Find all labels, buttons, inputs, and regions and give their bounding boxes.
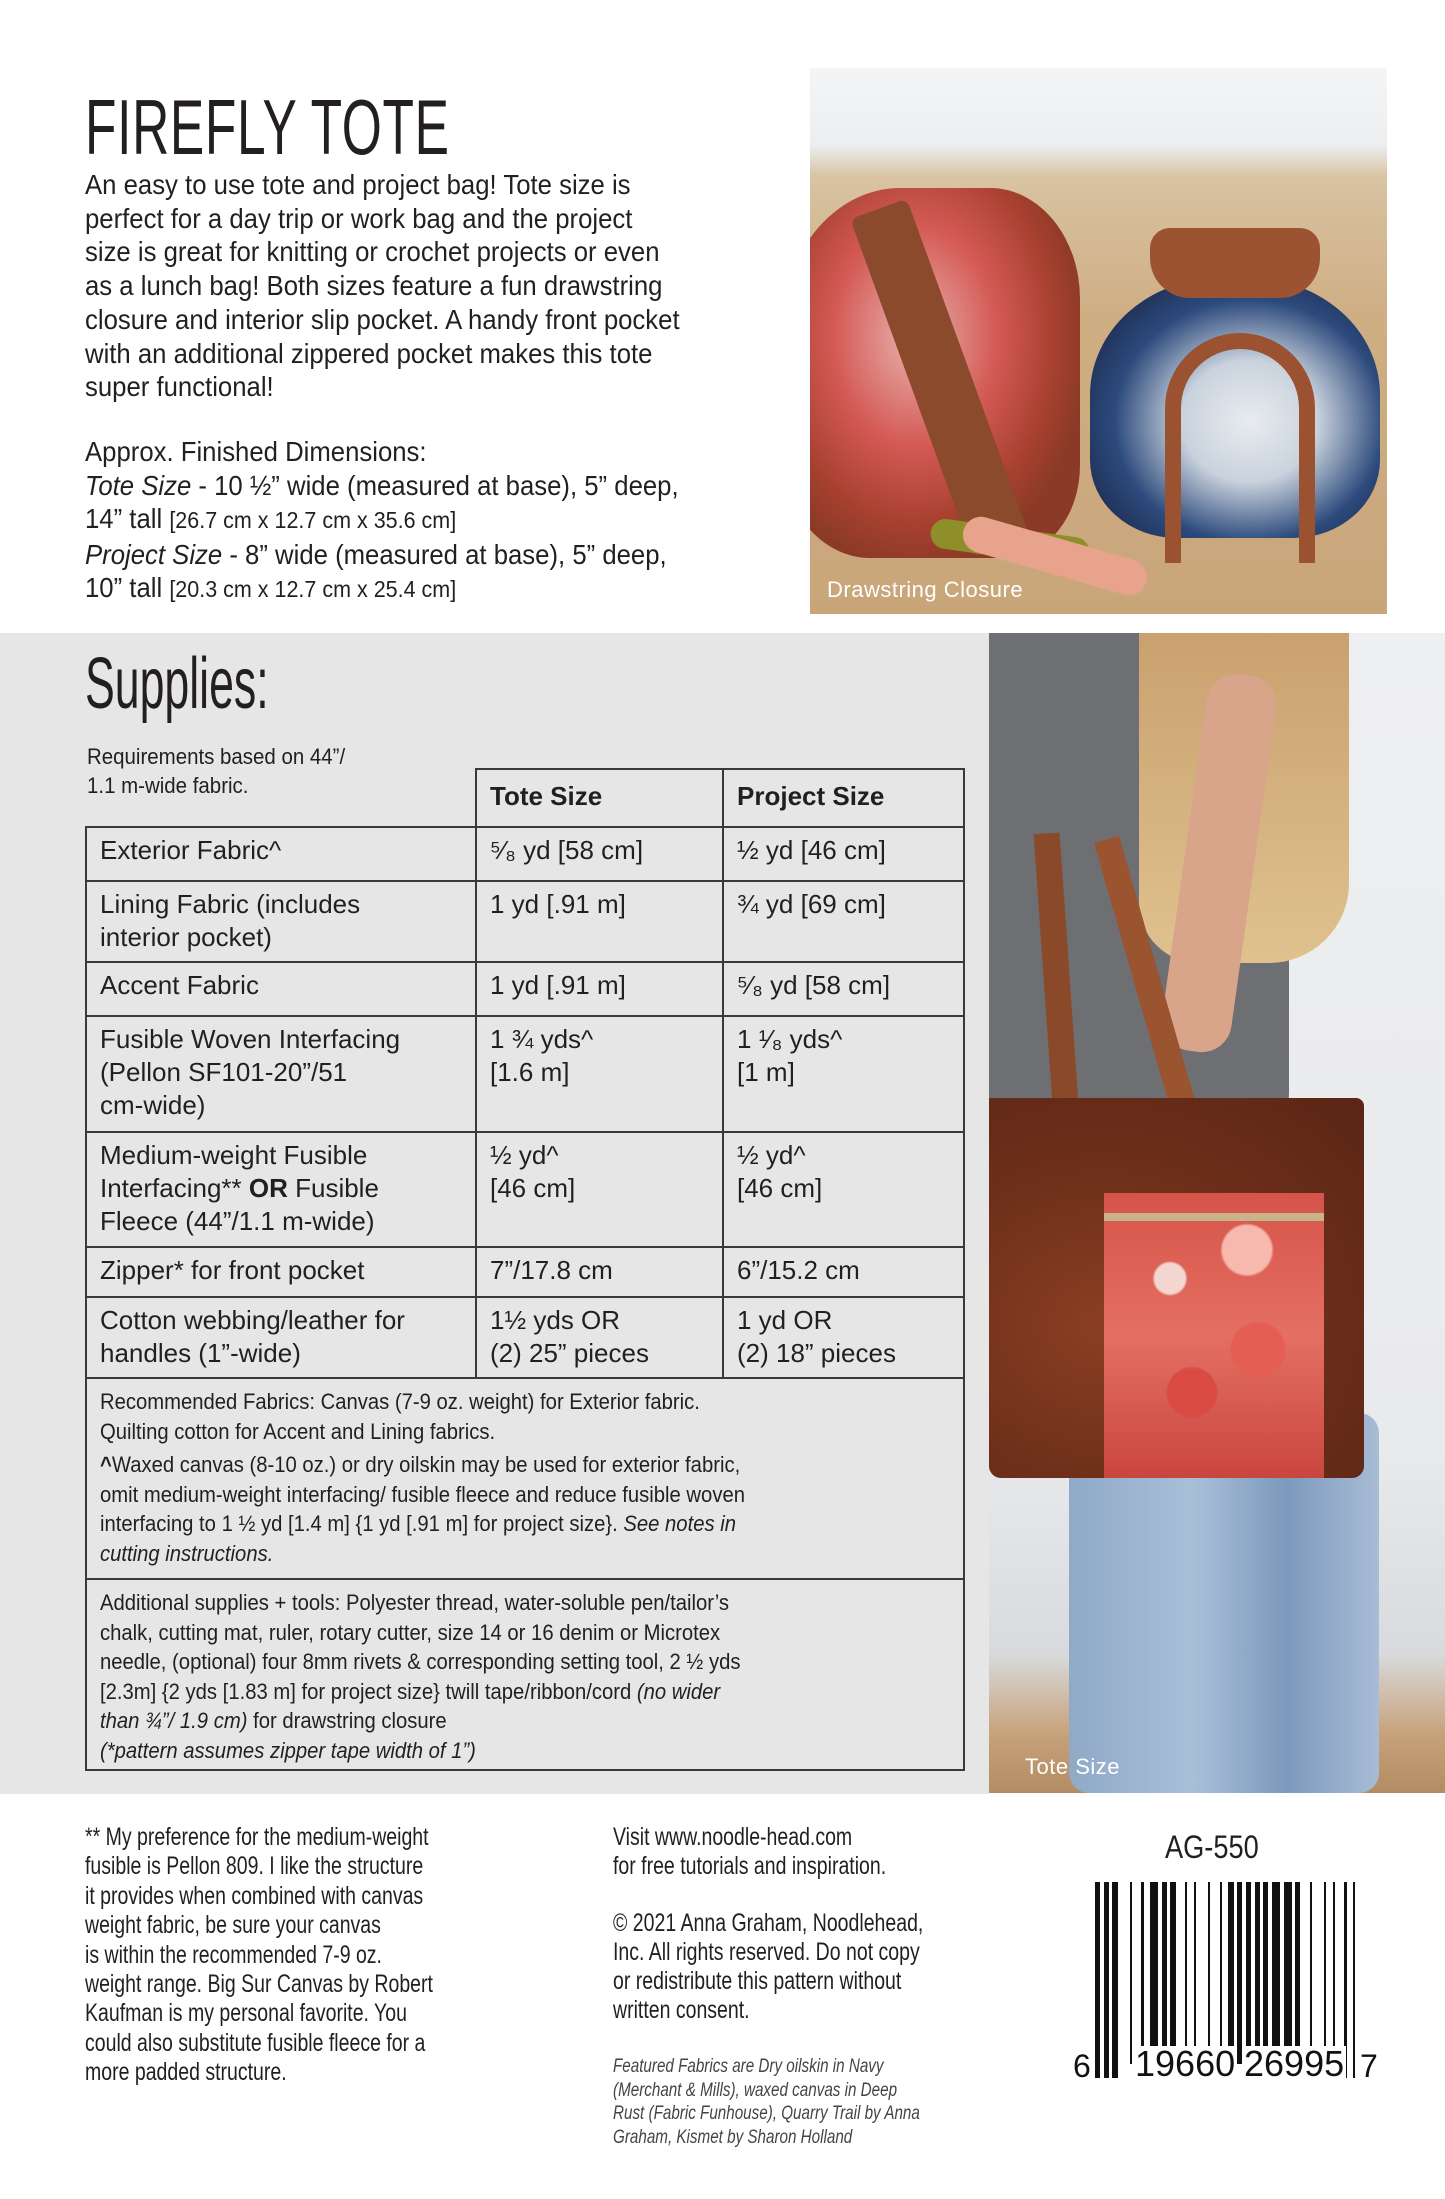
- table-cell-project: 1 yd OR (2) 18” pieces: [722, 1296, 965, 1379]
- intro-line: An easy to use tote and project bag! Tote size is: [85, 169, 631, 200]
- barcode-bar: [1150, 1882, 1158, 2064]
- column-header-tote: Tote Size: [475, 768, 724, 828]
- intro-line: size is great for knitting or crochet projects or even: [85, 236, 660, 268]
- supplies-heading: Supplies:: [85, 644, 269, 724]
- table-row-item: Medium-weight Fusible Interfacing** OR Fusible Fleece (44”/1.1 m-wide): [85, 1131, 477, 1248]
- sku-label: AG-550: [1165, 1829, 1259, 1865]
- photo-caption: Drawstring Closure: [827, 577, 1024, 602]
- floral-pocket-shape: [1104, 1193, 1324, 1478]
- intro-line: with an additional zippered pocket makes this tote: [85, 337, 653, 369]
- tote-size-photo: [989, 633, 1445, 1793]
- table-cell-project: ½ yd^ [46 cm]: [722, 1131, 965, 1248]
- table-row-item: Cotton webbing/leather for handles (1”-wide): [85, 1296, 477, 1379]
- table-cell-project: ¾ yd [69 cm]: [722, 880, 965, 963]
- zipper-shape: [1104, 1213, 1324, 1221]
- barcode-bar: [1141, 1882, 1143, 2064]
- table-row-item: Lining Fabric (includes interior pocket): [85, 880, 477, 963]
- table-cell-tote: 1½ yds OR (2) 25” pieces: [475, 1296, 724, 1379]
- barcode-bar: [1246, 1882, 1251, 2064]
- table-cell-tote: 7”/17.8 cm: [475, 1246, 724, 1298]
- tote-dimensions-line2: 14” tall [26.7 cm x 12.7 cm x 35.6 cm]: [85, 503, 457, 534]
- table-cell-project: ½ yd [46 cm]: [722, 826, 965, 882]
- column-header-project: Project Size: [722, 768, 965, 828]
- dimensions-heading: Approx. Finished Dimensions:: [85, 436, 427, 467]
- barcode-bar: [1237, 1882, 1242, 2064]
- upc-barcode: 6 19660 26995 7: [1095, 1882, 1357, 2082]
- table-cell-tote: 1 yd [.91 m]: [475, 880, 724, 963]
- barcode-bar: [1324, 1882, 1326, 2064]
- barcode-bar: [1208, 1882, 1210, 2064]
- intro-line: as a lunch bag! Both sizes feature a fun drawstring: [85, 270, 663, 302]
- photo-caption: Tote Size: [1025, 1754, 1120, 1779]
- barcode-bar: [1272, 1882, 1280, 2064]
- intro-line: perfect for a day trip or work bag and the project: [85, 202, 633, 234]
- tote-dimensions-line1: Tote Size - 10 ½” wide (measured at base), 5” deep,: [85, 469, 679, 501]
- table-row-item: Zipper* for front pocket: [85, 1246, 477, 1298]
- table-cell-project: 1 ¹⁄₈ yds^ [1 m]: [722, 1015, 965, 1133]
- publisher-info: Visit www.noodle-head.com for free tutorials and inspiration. © 2021 Anna Graham, Noodlehead, Inc. All rights reserved. Do not copy or redistribute this pattern without written consent. Featured Fabrics are Dry oilskin in Navy (Merchant & Mills), waxed canvas in Deep Rust (Fabric Funhouse), Quarry Trail by Anna Graham, Kismet by Sharon Holland: [613, 1823, 924, 2148]
- table-row-item: Exterior Fabric^: [85, 826, 477, 882]
- leather-handle-shape: [1150, 228, 1320, 298]
- website-link[interactable]: Visit www.noodle-head.com: [613, 1823, 853, 1851]
- finished-dimensions: [85, 435, 805, 607]
- barcode-bar: [1185, 1882, 1187, 2064]
- intro-line: closure and interior slip pocket. A handy front pocket: [85, 303, 680, 335]
- table-cell-tote: 1 ¾ yds^ [1.6 m]: [475, 1015, 724, 1133]
- leather-handle-shape: [1165, 333, 1315, 563]
- barcode-bar: [1130, 1882, 1132, 2064]
- barcode-bar: [1263, 1882, 1268, 2064]
- barcode-bar: [1310, 1882, 1312, 2064]
- page-title: FIREFLY TOTE: [85, 83, 450, 171]
- table-cell-tote: ⁵⁄₈ yd [58 cm]: [475, 826, 724, 882]
- barcode-bar: [1095, 1882, 1100, 2078]
- drawstring-closure-photo: [810, 68, 1387, 614]
- barcode-bar: [1162, 1882, 1167, 2064]
- barcode-bar: [1112, 1882, 1117, 2078]
- barcode-bar: [1295, 1882, 1300, 2064]
- requirements-note: Requirements based on 44”/ 1.1 m-wide fabric.: [87, 744, 346, 798]
- intro-paragraph: [85, 168, 805, 404]
- tote-bag-floral-shape: [810, 188, 1080, 558]
- additional-supplies-note: Additional supplies + tools: Polyester thread, water-soluble pen/tailor’s chalk, cutting mat, ruler, rotary cutter, size 14 or 16 denim or Microtex needle, (optional) four 8mm rivets & corresponding setting tool, 2 ½ yds [2.3m] {2 yds [1.83 m] for project size} twill tape/ribbon/cord (no wider than ¾”/ 1.9 cm) for drawstring closure (*pattern assumes zipper tape width of 1”): [85, 1578, 965, 1771]
- barcode-bar: [1194, 1882, 1196, 2064]
- table-cell-project: ⁵⁄₈ yd [58 cm]: [722, 961, 965, 1017]
- recommended-fabrics-note: Recommended Fabrics: Canvas (7-9 oz. weight) for Exterior fabric. Quilting cotton for Accent and Lining fabrics. ^Waxed canvas (8-10 oz.) or dry oilskin may be used for exterior fabric, omit medium-weight interfacing/ fusible fleece and reduce fusible woven interfacing to 1 ½ yd [1.4 m] {1 yd [.91 m] for project size}. See notes in cutting instructions.: [85, 1377, 965, 1580]
- project-dimensions-line1: Project Size - 8” wide (measured at base), 5” deep,: [85, 538, 667, 570]
- barcode-bar: [1104, 1882, 1109, 2078]
- intro-line: super functional!: [85, 371, 274, 403]
- table-cell-project: 6”/15.2 cm: [722, 1246, 965, 1298]
- copyright: © 2021 Anna Graham, Noodlehead,: [613, 1909, 924, 1937]
- featured-fabrics: Featured Fabrics are Dry oilskin in Navy (Merchant & Mills), waxed canvas in Deep Rust (Fabric Funhouse), Quarry Trail by Anna Graham, Kismet by Sharon Holland: [613, 2055, 920, 2148]
- interfacing-footnote: ** My preference for the medium-weight fusible is Pellon 809. I like the structure it provides when combined with canvas weight fabric, be sure your canvas is within the recommended 7-9 oz. weight range. Big Sur Canvas by Robert Kaufman is my personal favorite. You could also substitute fusible fleece for a more padded structure.: [85, 1823, 433, 2087]
- table-cell-tote: ½ yd^ [46 cm]: [475, 1131, 724, 1248]
- table-row-item: Fusible Woven Interfacing (Pellon SF101-20”/51 cm-wide): [85, 1015, 477, 1133]
- table-cell-tote: 1 yd [.91 m]: [475, 961, 724, 1017]
- barcode-bar: [1255, 1882, 1260, 2064]
- table-row-item: Accent Fabric: [85, 961, 477, 1017]
- barcode-bar: [1353, 1882, 1355, 2078]
- project-dimensions-line2: 10” tall [20.3 cm x 12.7 cm x 25.4 cm]: [85, 572, 457, 603]
- barcode-bar: [1284, 1882, 1292, 2064]
- barcode-bar: [1170, 1882, 1175, 2064]
